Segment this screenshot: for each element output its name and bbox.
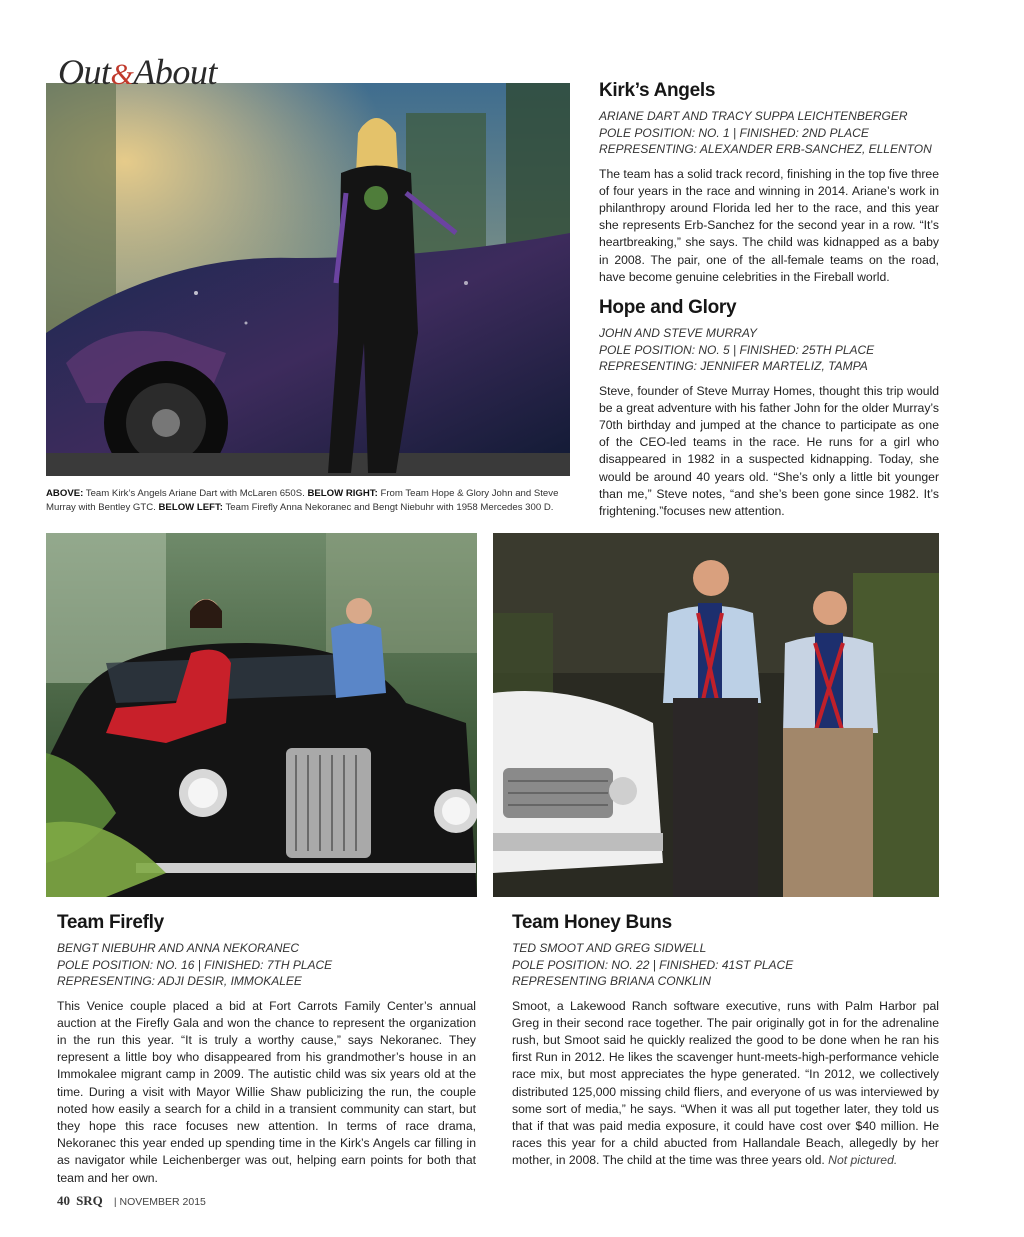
team-name: Hope and Glory xyxy=(599,297,737,318)
team-representing: REPRESENTING BRIANA CONKLIN xyxy=(512,974,711,988)
team-story: This Venice couple placed a bid at Fort Carrots Family Center’s annual auction at the Firefly Gala and won the chance to represent the organization in the run this year. “It is truly a worthy cause,” says Nekoranec. They represent a little boy who disappeared from his grandmother’s house in an Immokalee migrant camp in 2009. The autistic child was six years old at the time. During a visit with Mayor Willie Shaw publicizing the run, the couple noted how easily a search for a child in a transient community can start, but they hope this race focuses new attention. In terms of race drama, Nekoranec this year ended up spending time in the Kirk’s Angels car filling in as navigator while Leichenberger was out, helping earn points for both that team and her own. xyxy=(57,998,476,1185)
team-drivers: TED SMOOT AND GREG SIDWELL xyxy=(512,941,707,955)
team-story: The team has a solid track record, finishing in the top five three of four years in the race and winning in 2014. Ariane’s work in philanthropy around Florida led her to the race, and this year she represents Erb-Sanchez for the second year in a row. “It’s heartbreaking,” she says. The child was kidnapped as a baby in 2008. The pair, one of the all-female teams on the road, have become genuine celebrities in the Fireball world. xyxy=(599,166,939,284)
magazine-name: SRQ xyxy=(76,1193,103,1208)
photo-caption: ABOVE: Team Kirk’s Angels Ariane Dart with McLaren 650S. BELOW RIGHT: From Team Hope & Glory John and Steve Murray with Bentley GTC. BELOW LEFT: Team Firefly Anna Nekoranec and Bengt Niebuhr with 1958 Mercedes 300 D. xyxy=(46,488,559,513)
team-position: POLE POSITION: NO. 16 | FINISHED: 7TH PLACE xyxy=(57,957,333,972)
team-position: POLE POSITION: NO. 1 | FINISHED: 2ND PLACE xyxy=(599,125,869,140)
photo-team-firefly xyxy=(46,533,477,897)
photo-kirks-angels xyxy=(46,83,570,476)
team-drivers: ARIANE DART AND TRACY SUPPA LEICHTENBERGER xyxy=(599,109,908,123)
team-kirks-angels xyxy=(599,80,939,286)
team-representing: REPRESENTING: ALEXANDER ERB-SANCHEZ, ELLENTON xyxy=(599,142,932,156)
team-drivers: BENGT NIEBUHR AND ANNA NEKORANEC xyxy=(57,941,300,955)
team-representing: REPRESENTING: JENNIFER MARTELIZ, TAMPA xyxy=(599,359,868,373)
team-story: Steve, founder of Steve Murray Homes, thought this trip would be a great adventure with his father John for the older Murray’s 70th birthday and jumped at the chance to participate as one of the CEO-led teams in the race. He runs for a girl who disappeared in 1982 in a suspected kidnapping. Today, she would be around 40 years old. “She’s only a little bit younger than me,” Steve notes, “and she’s been gone since 1982. It’s frightening.”focuses new attention. xyxy=(599,383,939,518)
team-hope-and-glory xyxy=(599,297,939,520)
team-story: Smoot, a Lakewood Ranch software executive, runs with Palm Harbor pal Greg in their second race together. The pair originally got in for the adrenaline rush, but Smoot said he quickly realized the good to be done when he ran his first Run in 2012. He likes the scavenger hunt-meets-high-performance vehicle race mix, but most appreciates the hype generated. “In 2012, we collectively distributed 125,000 missing child fliers, and everyone of us was interviewed by some sort of media,” he says. “When it was all put together later, they told us that if that was paid media exposure, it could have cost over $40 million. He races this year for a child abucted from Hallandale Beach, allegedly by her mother, in 2008. The child at the time was three years old. Not pictured. xyxy=(512,998,939,1168)
team-position: POLE POSITION: NO. 22 | FINISHED: 41ST PLACE xyxy=(512,957,794,972)
team-drivers: JOHN AND STEVE MURRAY xyxy=(599,326,758,340)
team-name: Kirk’s Angels xyxy=(599,80,716,101)
team-name: Team Firefly xyxy=(57,912,164,933)
team-firefly xyxy=(57,912,476,1187)
page-number: 40 xyxy=(57,1193,70,1208)
team-representing: REPRESENTING: ADJI DESIR, IMMOKALEE xyxy=(57,974,302,988)
not-pictured-note: Not pictured. xyxy=(828,1153,898,1168)
section-title: Out&About xyxy=(58,52,217,92)
team-position: POLE POSITION: NO. 5 | FINISHED: 25TH PLACE xyxy=(599,342,875,357)
photo-hope-and-glory xyxy=(493,533,939,897)
team-honey-buns xyxy=(512,912,939,1170)
team-name: Team Honey Buns xyxy=(512,912,672,933)
issue-date: | NOVEMBER 2015 xyxy=(113,1196,206,1208)
page-footer xyxy=(57,1193,206,1209)
